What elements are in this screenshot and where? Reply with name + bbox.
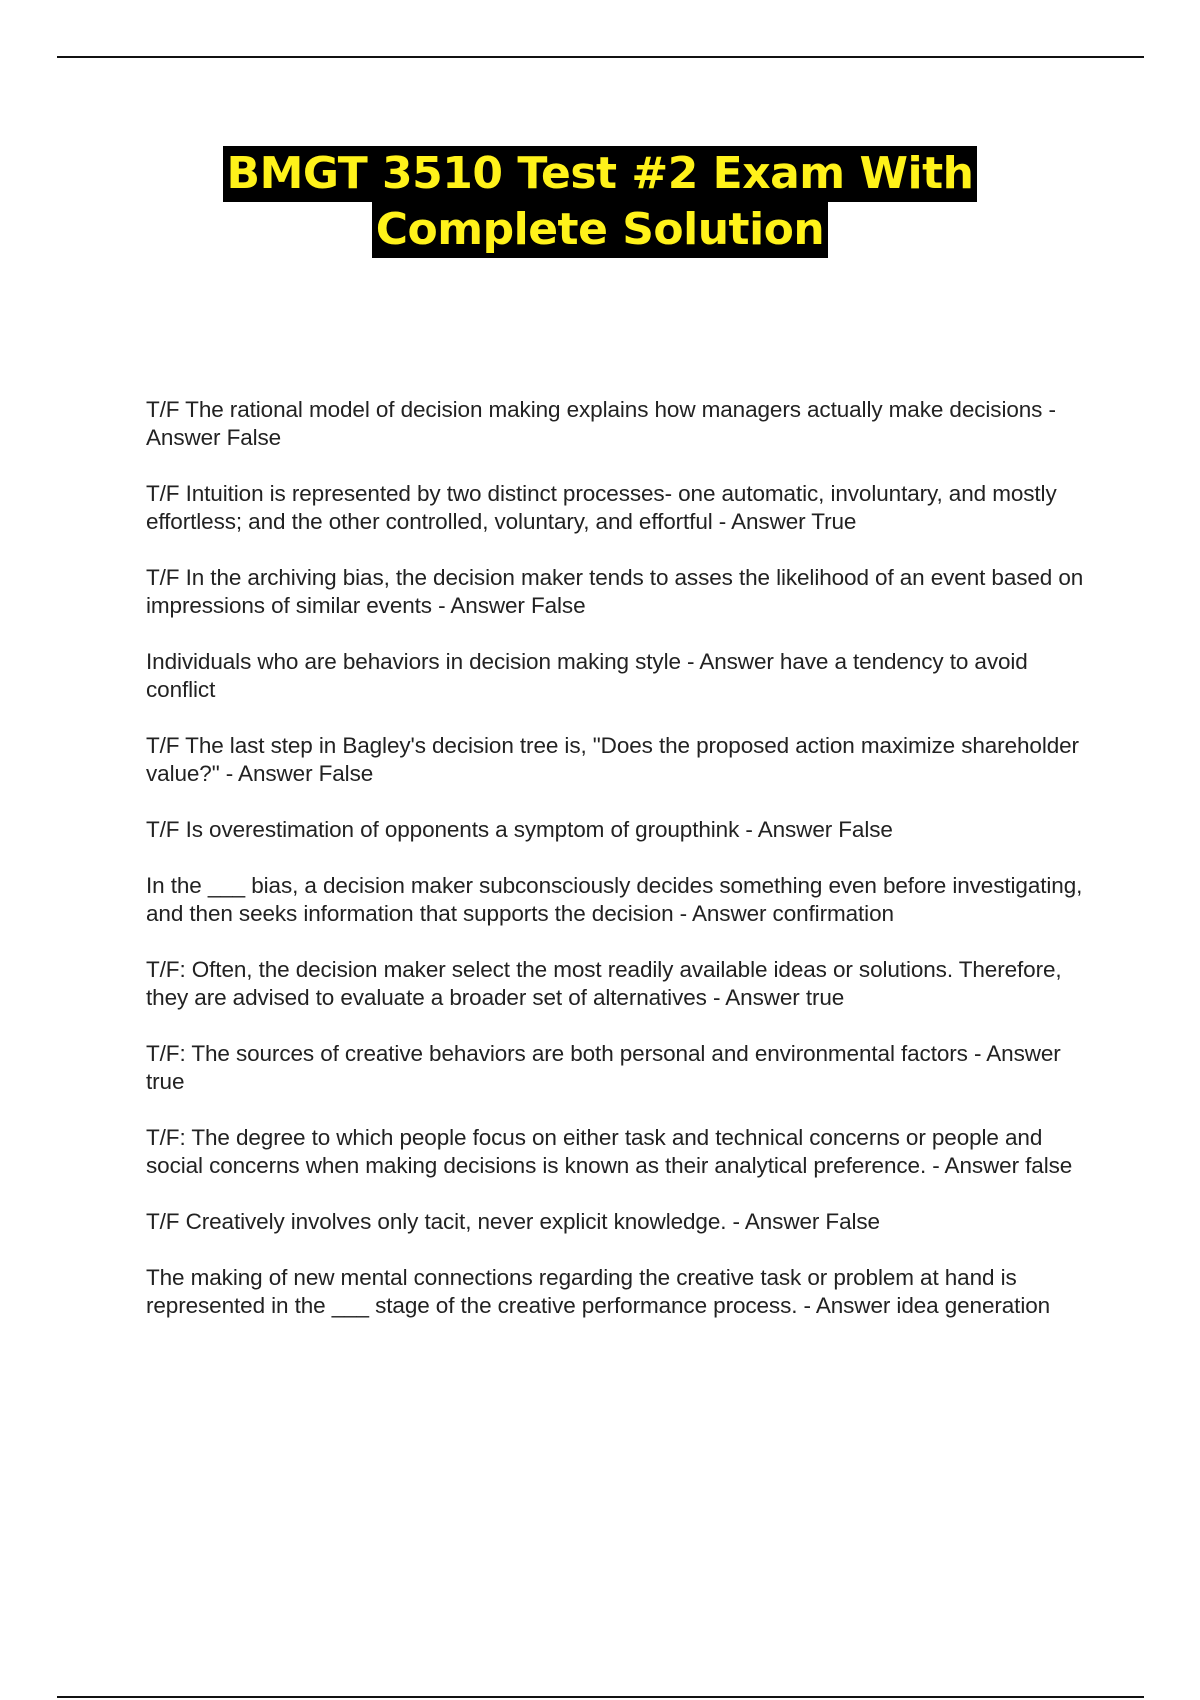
- title-line-2: Complete Solution: [372, 202, 828, 258]
- question-item: T/F: The degree to which people focus on either task and technical concerns or people and social concerns when making decisions is known as their analytical preference. - Answer false: [146, 1125, 1073, 1178]
- question-item: T/F Creatively involves only tacit, never explicit knowledge. - Answer False: [146, 1209, 880, 1234]
- question-item: T/F Intuition is represented by two distinct processes- one automatic, involuntary, and mostly effortless; and the other controlled, voluntary, and effortful - Answer True: [146, 481, 1057, 534]
- question-item: T/F In the archiving bias, the decision maker tends to asses the likelihood of an event based on impressions of similar events - Answer False: [146, 565, 1084, 618]
- question-item: In the ___ bias, a decision maker subconsciously decides something even before investigating, and then seeks information that supports the decision - Answer confirmation: [146, 873, 1083, 926]
- document-title: [0, 146, 1200, 258]
- question-item: T/F: The sources of creative behaviors are both personal and environmental factors - Answer true: [146, 1041, 1061, 1094]
- bottom-divider: [57, 1696, 1144, 1698]
- question-list: [146, 396, 1086, 1348]
- question-item: T/F The rational model of decision making explains how managers actually make decisions - Answer False: [146, 397, 1056, 450]
- question-item: T/F Is overestimation of opponents a symptom of groupthink - Answer False: [146, 817, 893, 842]
- question-item: The making of new mental connections regarding the creative task or problem at hand is represented in the ___ stage of the creative performance process. - Answer idea generation: [146, 1265, 1051, 1318]
- question-item: Individuals who are behaviors in decision making style - Answer have a tendency to avoid conflict: [146, 649, 1028, 702]
- title-line-1: BMGT 3510 Test #2 Exam With: [223, 146, 978, 202]
- top-divider: [57, 56, 1144, 58]
- question-item: T/F The last step in Bagley's decision tree is, "Does the proposed action maximize shareholder value?" - Answer False: [146, 733, 1079, 786]
- question-item: T/F: Often, the decision maker select the most readily available ideas or solutions. Therefore, they are advised to evaluate a broader set of alternatives - Answer true: [146, 957, 1062, 1010]
